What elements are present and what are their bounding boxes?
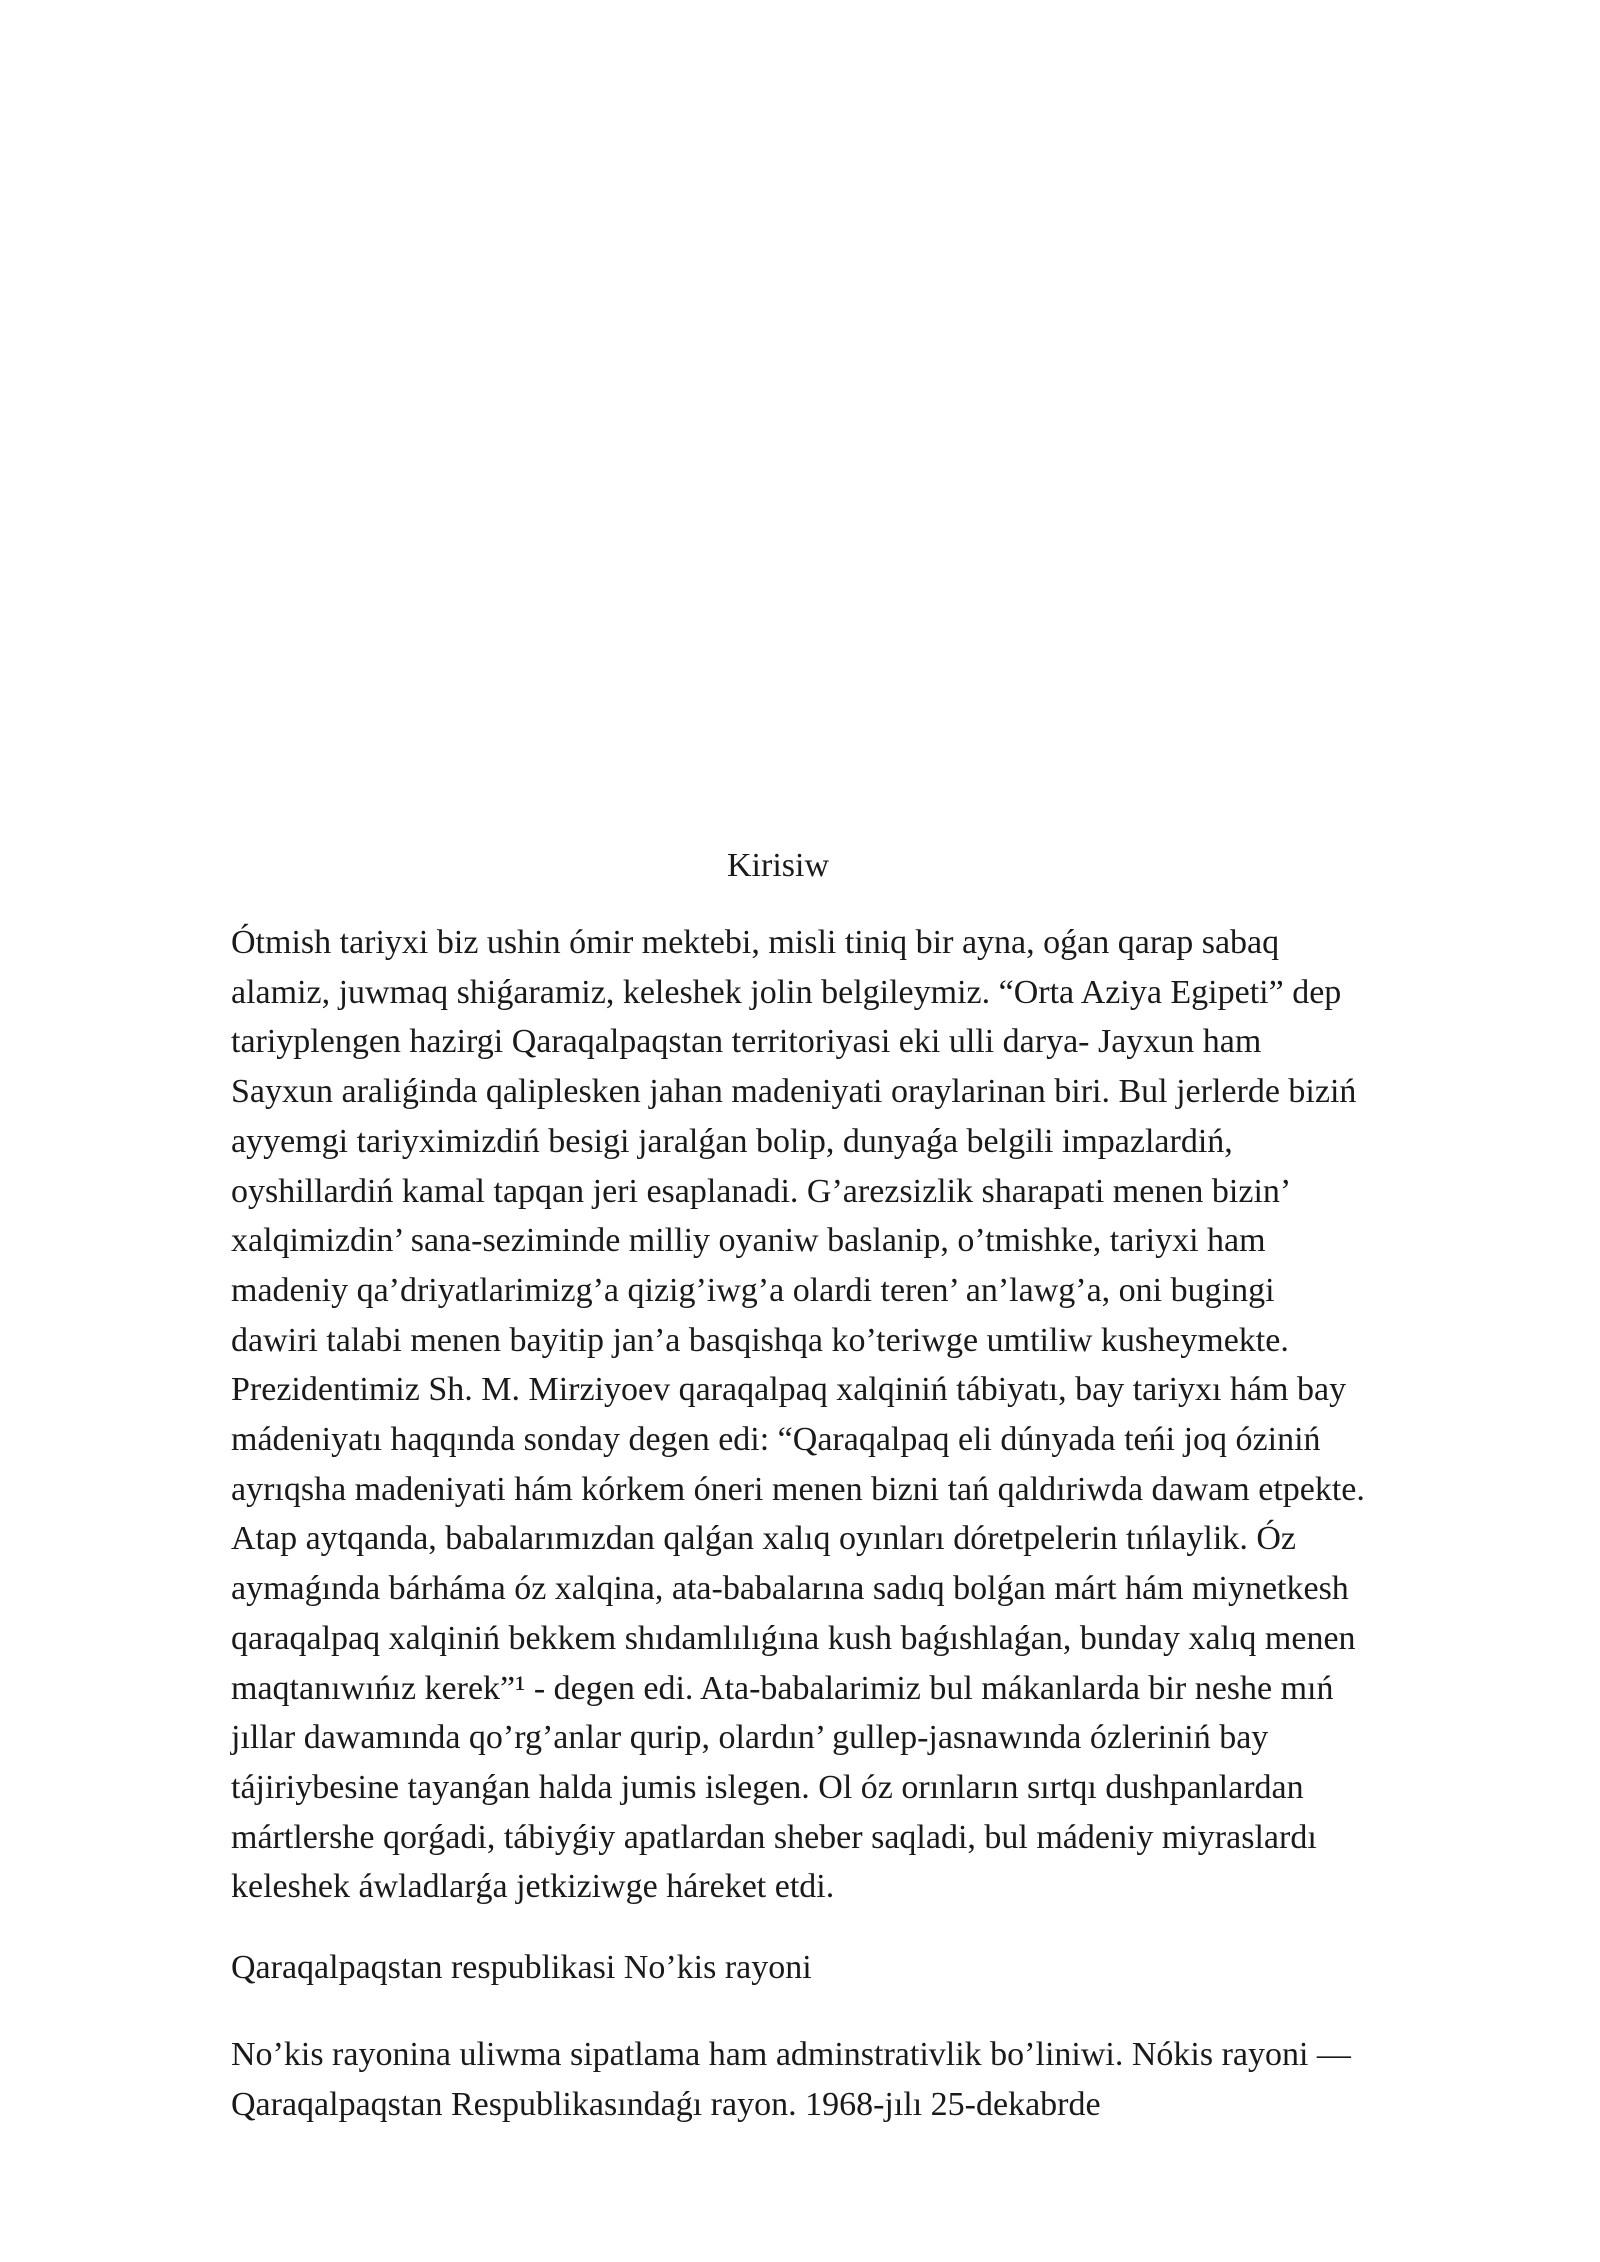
nokis-paragraph: No’kis rayonina uliwma sipatlama ham adminstrativlik bo’liniwi. Nókis rayoni — Qaraqalpaqstan Respublikasındaǵı rayon. 1968-jılı 25-dekabrde <box>231 2036 1351 2123</box>
section-title: Kirisiw <box>727 847 829 884</box>
section-subheading: Qaraqalpaqstan respublikasi No’kis rayoni <box>231 1949 812 1986</box>
intro-paragraph: Ótmish tariyxi biz ushin ómir mektebi, misli tiniq bir ayna, oǵan qarap sabaq alamiz, juwmaq shiǵaramiz, keleshek jolin belgileymiz. “Orta Aziya Egipeti” dep tariyplengen hazirgi Qaraqalpaqstan territoriyasi eki ulli darya- Jayxun ham Sayxun araliǵinda qaliplesken jahan madeniyati oraylarinan biri. Bul jerlerde biziń ayyemgi tariyximizdiń besigi jaralǵan bolip, dunyaǵa belgili impazlardiń, oyshillardiń kamal tapqan jeri esaplanadi. G’arezsizlik sharapati menen bizin’ xalqimizdin’ sana-seziminde milliy oyaniw baslanip, o’tmishke, tariyxi ham madeniy qa’driyatlarimizg’a qizig’iwg’a olardi teren’ an’lawg’a, oni bugingi dawiri talabi menen bayitip jan’a basqishqa ko’teriwge umtiliw kusheymekte. Prezidentimiz Sh. M. Mirziyoev qaraqalpaq xalqiniń tábiyatı, bay tariyxı hám bay mádeniyatı haqqında sonday degen edi: “Qaraqalpaq eli dúnyada teńi joq óziniń ayrıqsha madeniyati hám kórkem óneri menen bizni tań qaldıriwda dawam etpekte. Atap aytqanda, babalarımızdan qalǵan xalıq oyınları dóretpelerin tıńlaylik. Óz aymaǵında bárháma óz xalqina, ata-babalarına sadıq bolǵan márt hám miynetkesh qaraqalpaq xalqiniń bekkem shıdamlılıǵına kush baǵıshlaǵan, bunday xalıq menen maqtanıwıńız kerek”¹ - degen edi. Ata-babalarimiz bul mákanlarda bir neshe mıń jıllar dawamında qo’rg’anlar qurip, olardın’ gullep-jasnawında ózleriniń bay tájiriybesine tayanǵan halda jumis islegen. Ol óz orınların sırtqı dushpanlardan mártlershe qorǵadi, tábiyǵiy apatlardan sheber saqladi, bul mádeniy miyraslardı keleshek áwladlarǵa jetkiziwge háreket etdi. <box>231 924 1365 1906</box>
